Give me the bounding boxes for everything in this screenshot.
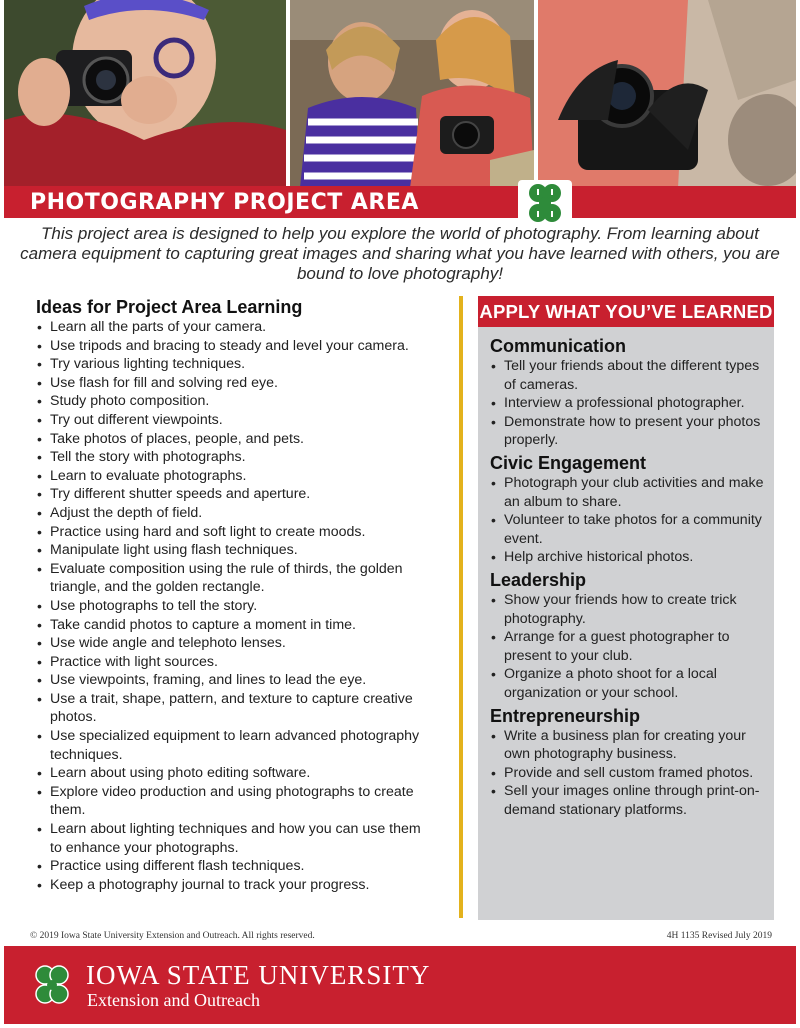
idea-item: • Learn about lighting techniques and how you can use them to enhance your photographs. <box>36 820 436 857</box>
idea-item: • Try different shutter speeds and aperture. <box>36 485 436 504</box>
apply-item: • Interview a professional photographer. <box>490 394 766 413</box>
apply-item: • Show your friends how to create trick photography. <box>490 591 766 628</box>
idea-item: • Use a trait, shape, pattern, and texture to capture creative photos. <box>36 690 436 727</box>
girl-with-camera-photo <box>4 0 286 188</box>
document-code: 4H 1135 Revised July 2019 <box>666 931 772 941</box>
idea-item: • Use wide angle and telephoto lenses. <box>36 634 436 653</box>
idea-item: • Learn all the parts of your camera. <box>36 318 436 337</box>
category-heading-communication: Communication <box>490 336 627 356</box>
idea-item: • Try out different viewpoints. <box>36 411 436 430</box>
hands-holding-camera-photo <box>538 0 796 188</box>
idea-item: • Try various lighting techniques. <box>36 355 436 374</box>
idea-item: • Learn to evaluate photographs. <box>36 467 436 486</box>
category-list <box>490 474 766 567</box>
university-name: IOWA STATE UNIVERSITY <box>86 960 431 990</box>
apply-item: • Provide and sell custom framed photos. <box>490 764 766 783</box>
ideas-list <box>36 318 436 894</box>
students-with-camera-photo <box>290 0 534 188</box>
idea-item: • Use flash for fill and solving red eye. <box>36 374 436 393</box>
apply-item: • Write a business plan for creating your own photography business. <box>490 727 766 764</box>
category-list <box>490 357 766 450</box>
page-title: PHOTOGRAPHY PROJECT AREA <box>30 190 419 215</box>
four-leaf-clover-logo-icon <box>30 964 74 1006</box>
apply-item: • Organize a photo shoot for a local organization or your school. <box>490 665 766 702</box>
idea-item: • Evaluate composition using the rule of thirds, the golden triangle, and the golden rectangle. <box>36 560 436 597</box>
header-photos <box>4 0 796 192</box>
ideas-section <box>36 296 436 894</box>
idea-item: • Keep a photography journal to track your progress. <box>36 876 436 895</box>
idea-item: • Practice using hard and soft light to create moods. <box>36 523 436 542</box>
idea-item: • Adjust the depth of field. <box>36 504 436 523</box>
idea-item: • Take photos of places, people, and pets. <box>36 430 436 449</box>
idea-item: • Manipulate light using flash techniques. <box>36 541 436 560</box>
category-list <box>490 591 766 703</box>
apply-panel <box>478 296 774 920</box>
title-banner <box>4 186 796 220</box>
idea-item: • Practice using different flash techniques. <box>36 857 436 876</box>
apply-item: • Arrange for a guest photographer to present to your club. <box>490 628 766 665</box>
intro-paragraph: This project area is designed to help you explore the world of photography. From learning about camera equipment to capturing great images and sharing what you have learned with others, you are bound to love photography! <box>20 224 780 283</box>
copyright-notice: © 2019 Iowa State University Extension and Outreach. All rights reserved. <box>30 931 315 941</box>
category-list <box>490 727 766 820</box>
four-leaf-clover-icon <box>518 180 572 228</box>
category-heading-leadership: Leadership <box>490 569 587 590</box>
apply-item: • Sell your images online through print-on-demand stationary platforms. <box>490 782 766 819</box>
footer-banner <box>4 946 796 1024</box>
category-heading-civic-engagement: Civic Engagement <box>490 452 647 473</box>
idea-item: • Learn about using photo editing software. <box>36 764 436 783</box>
ideas-heading: Ideas for Project Area Learning <box>36 297 303 317</box>
extension-name: Extension and Outreach <box>87 990 260 1010</box>
idea-item: • Tell the story with photographs. <box>36 448 436 467</box>
idea-item: • Practice with light sources. <box>36 653 436 672</box>
idea-item: • Study photo composition. <box>36 392 436 411</box>
apply-item: • Tell your friends about the different types of cameras. <box>490 357 766 394</box>
idea-item: • Take candid photos to capture a moment in time. <box>36 616 436 635</box>
apply-item: • Help archive historical photos. <box>490 548 766 567</box>
idea-item: • Use specialized equipment to learn advanced photography techniques. <box>36 727 436 764</box>
clover-badge <box>518 180 572 228</box>
idea-item: • Explore video production and using photographs to create them. <box>36 783 436 820</box>
idea-item: • Use photographs to tell the story. <box>36 597 436 616</box>
apply-body <box>478 327 774 819</box>
idea-item: • Use tripods and bracing to steady and level your camera. <box>36 337 436 356</box>
apply-item: • Demonstrate how to present your photos properly. <box>490 413 766 450</box>
apply-heading: APPLY WHAT YOU’VE LEARNED <box>478 296 774 327</box>
column-divider <box>459 296 463 918</box>
idea-item: • Use viewpoints, framing, and lines to lead the eye. <box>36 671 436 690</box>
category-heading-entrepreneurship: Entrepreneurship <box>490 705 641 726</box>
apply-item: • Photograph your club activities and make an album to share. <box>490 474 766 511</box>
apply-item: • Volunteer to take photos for a community event. <box>490 511 766 548</box>
